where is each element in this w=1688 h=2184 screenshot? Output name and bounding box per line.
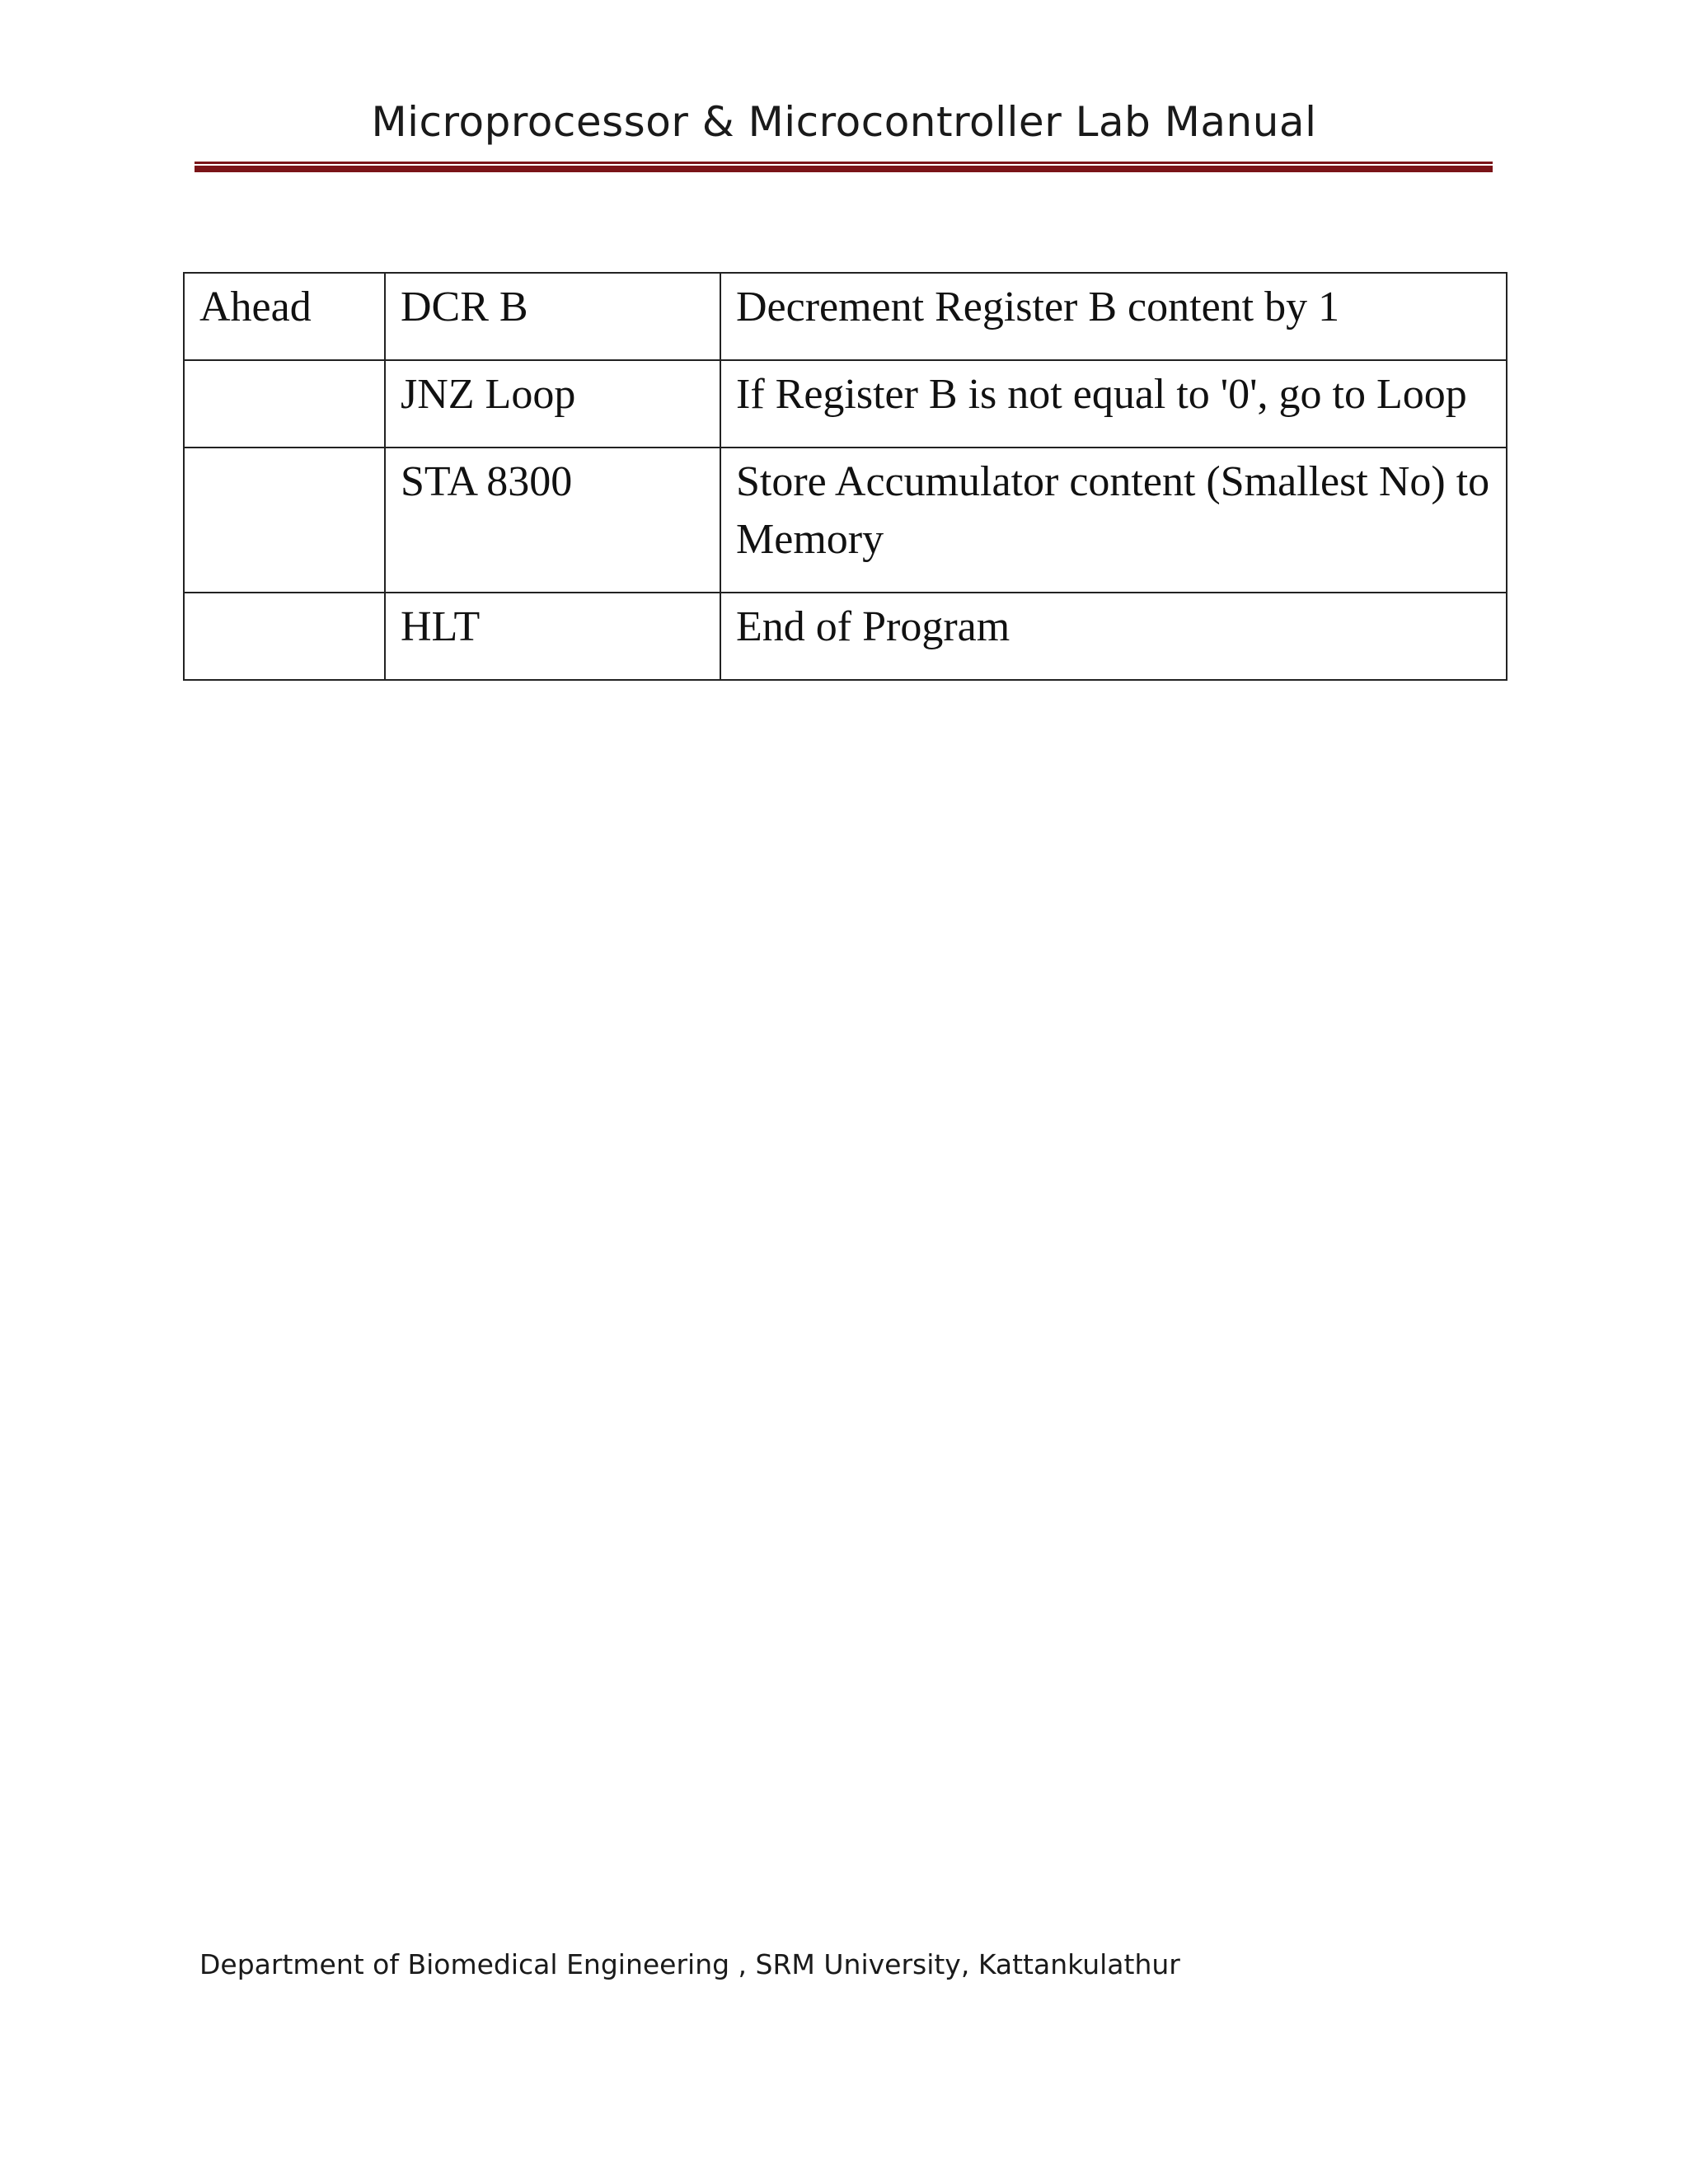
mnemonic-cell: JNZ Loop xyxy=(385,360,720,448)
table-row xyxy=(184,448,1507,593)
header-rule-thin-line xyxy=(195,162,1493,164)
page-header-title: Microprocessor & Microcontroller Lab Manual xyxy=(371,98,1317,146)
comment-cell: If Register B is not equal to '0', go to Loop xyxy=(720,360,1507,448)
page-footer: Department of Biomedical Engineering , SRM University, Kattankulathur xyxy=(199,1948,1180,1980)
comment-cell: Store Accumulator content (Smallest No) to Memory xyxy=(720,448,1507,593)
mnemonic-cell: STA 8300 xyxy=(385,448,720,593)
mnemonic-cell: DCR B xyxy=(385,273,720,360)
label-cell xyxy=(184,360,385,448)
header-rule-thick-line xyxy=(195,166,1493,172)
table-row xyxy=(184,593,1507,680)
comment-cell: Decrement Register B content by 1 xyxy=(720,273,1507,360)
program-table xyxy=(183,272,1507,681)
table-row xyxy=(184,360,1507,448)
label-cell xyxy=(184,593,385,680)
comment-cell: End of Program xyxy=(720,593,1507,680)
table-row xyxy=(184,273,1507,360)
header-rule xyxy=(195,162,1493,172)
label-cell: Ahead xyxy=(184,273,385,360)
mnemonic-cell: HLT xyxy=(385,593,720,680)
label-cell xyxy=(184,448,385,593)
